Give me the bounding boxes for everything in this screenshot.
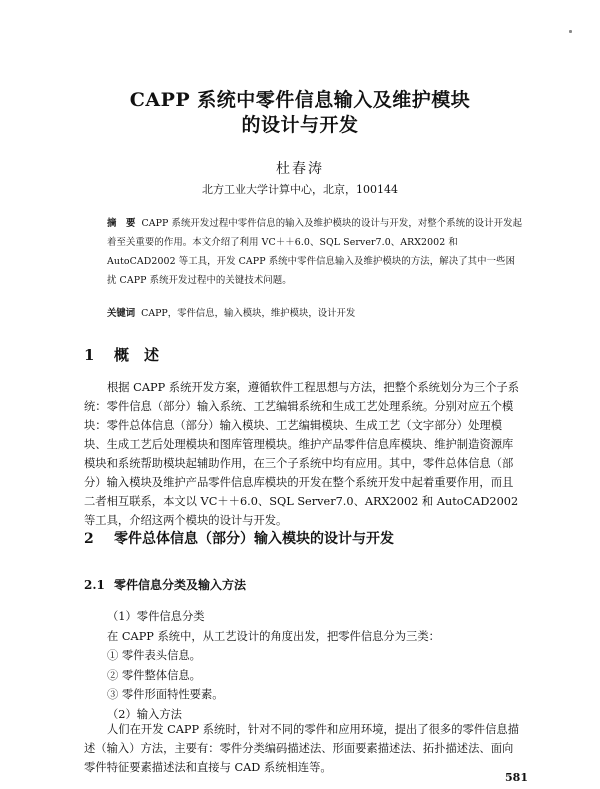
list-item: 在 CAPP 系统中，从工艺设计的角度出发，把零件信息分为三类： xyxy=(107,629,440,643)
section-1-heading xyxy=(84,344,159,365)
section-1-number: 1 xyxy=(84,346,95,364)
section-2-1-heading xyxy=(84,576,246,593)
abstract-label: 摘 要 xyxy=(107,218,136,229)
abstract xyxy=(107,214,523,290)
final-paragraph xyxy=(84,709,520,789)
scan-mark xyxy=(569,30,572,33)
section-1-paragraph xyxy=(84,378,520,530)
author-name: 杜春涛 xyxy=(276,161,324,177)
keywords xyxy=(107,305,523,319)
paper-title-line1: CAPP 系统中零件信息输入及维护模块 xyxy=(129,89,471,111)
section-2-1-title: 零件信息分类及输入方法 xyxy=(114,578,247,592)
list-item: ② 零件整体信息。 xyxy=(107,668,201,682)
final-paragraph-text: 人们在开发 CAPP 系统时，针对不同的零件和应用环境，提出了很多的零件信息描述（输入）方法，主要有：零件分类编码描述法、形面要素描述法、拓扑描述法、面向零件特征要素描述法和直接与 CAD 系统相连等。 xyxy=(84,723,519,775)
section-2-title: 零件总体信息（部分）输入模块的设计与开发 xyxy=(114,531,394,547)
paper-title-line2: 的设计与开发 xyxy=(241,114,359,136)
list-item: （1）零件信息分类 xyxy=(107,610,205,623)
keywords-label: 关键词 xyxy=(107,308,136,319)
info-list xyxy=(107,607,520,724)
section-2-number: 2 xyxy=(84,531,94,547)
keywords-text: CAPP，零件信息，输入模块，维护模块，设计开发 xyxy=(141,308,356,319)
author-affiliation: 北方工业大学计算中心，北京，100144 xyxy=(202,183,398,196)
section-2-heading xyxy=(84,528,394,548)
list-item: ③ 零件形面特性要素。 xyxy=(107,688,224,701)
list-item: ① 零件表头信息。 xyxy=(107,649,201,662)
section-1-title: 概 述 xyxy=(114,346,160,364)
page-number: 581 xyxy=(505,771,528,784)
list-item: （2）输入方法 xyxy=(107,707,182,721)
abstract-text: CAPP 系统开发过程中零件信息的输入及维护模块的设计与开发，对整个系统的设计开发起着至关重要的作用。本文介绍了利用 VC＋＋6.0、SQL Server7.0、ARX2002 和 AutoCAD2002 等工具，开发 CAPP 系统中零件信息输入及维护模块的方法，解决了其中一些困扰 CAPP 系统开发过程中的关键技术问题。 xyxy=(107,218,523,286)
section-2-1-number: 2.1 xyxy=(84,578,105,592)
section-1-text: 根据 CAPP 系统开发方案，遵循软件工程思想与方法，把整个系统划分为三个子系统：零件信息（部分）输入系统、工艺编辑系统和生成工艺处理系统。分别对应五个模块：零件总体信息（部分）输入模块、工艺编辑模块、生成工艺（文字部分）处理模块、生成工艺后处理模块和图库管理模块。维护产品零件信息库模块、维护制造资源库模块和系统帮助模块起辅助作用，在三个子系统中均有应用。其中，零件总体信息（部分）输入模块及维护产品零件信息库模块的开发在整个系统开发中起着重要作用，而且二者相互联系，本文以 VC＋＋6.0、SQL Server7.0、ARX2002 和 AutoCAD2002 等工具，介绍这两个模块的设计与开发。 xyxy=(84,381,519,527)
